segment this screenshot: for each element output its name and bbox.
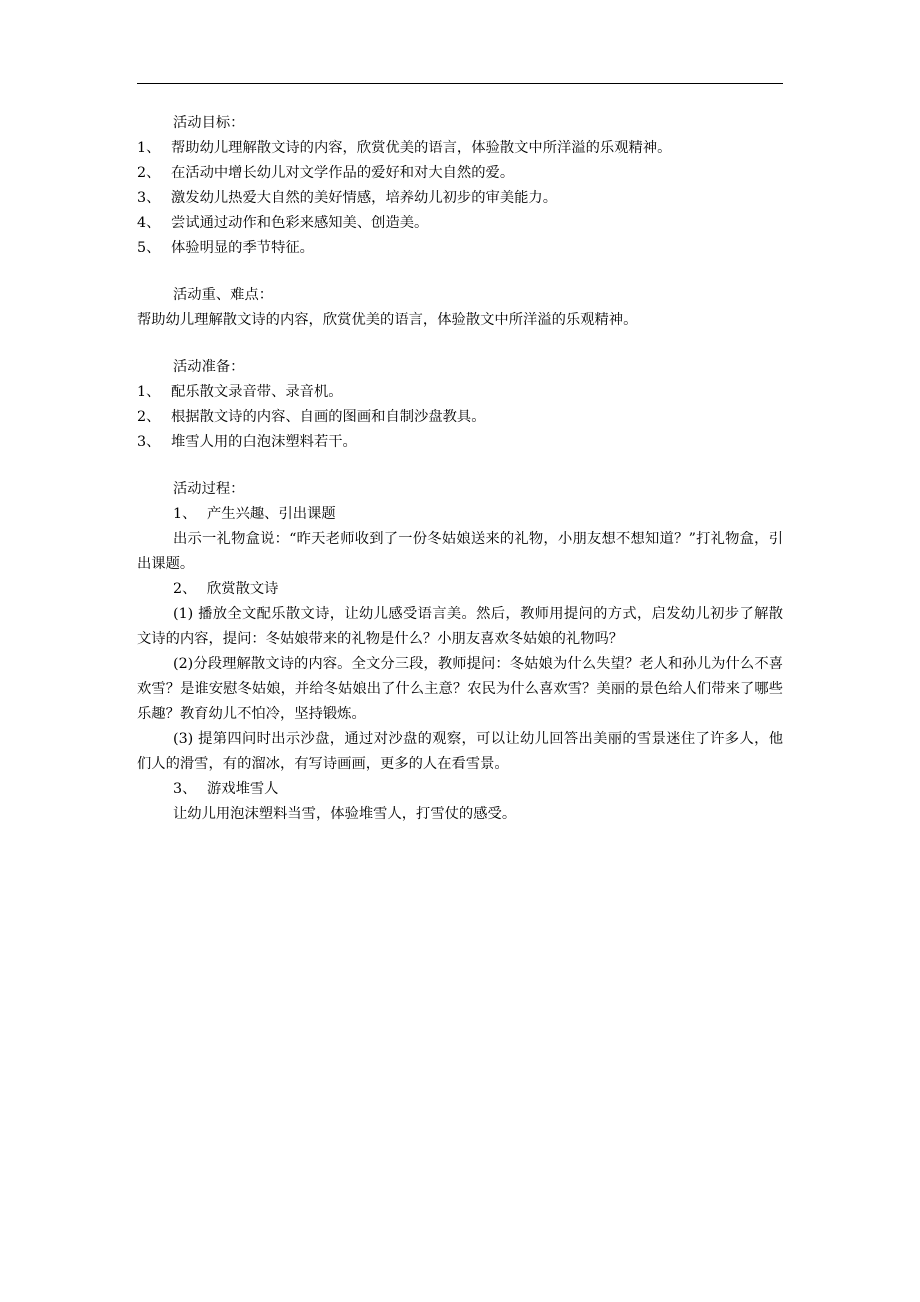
step-3-text: 让幼儿用泡沫塑料当雪，体验堆雪人，打雪仗的感受。: [173, 806, 517, 822]
goal-num: 3、: [137, 190, 161, 206]
goal-num: 4、: [137, 215, 161, 231]
prep-text: 配乐散文录音带、录音机。: [171, 384, 343, 400]
section-gap: [173, 455, 783, 477]
prep-text: 堆雪人用的白泡沫塑料若干。: [171, 434, 357, 450]
step-title: 游戏堆雪人: [207, 781, 279, 797]
goal-num: 1、: [137, 140, 161, 156]
section-gap: [173, 261, 783, 283]
prep-num: 1、: [137, 384, 161, 400]
step-title: 欣赏散文诗: [207, 581, 279, 597]
goals-heading: 活动目标：: [173, 115, 245, 131]
key-points-heading: 活动重、难点：: [173, 287, 274, 303]
prep-num: 2、: [137, 409, 161, 425]
goal-text: 激发幼儿热爱大自然的美好情感，培养幼儿初步的审美能力。: [171, 190, 558, 206]
goal-item-2: [137, 161, 783, 186]
goal-text: 帮助幼儿理解散文诗的内容，欣赏优美的语言，体验散文中所洋溢的乐观精神。: [171, 140, 672, 156]
goal-text: 在活动中增长幼儿对文学作品的爱好和对大自然的爱。: [171, 165, 515, 181]
step-num: 3、: [173, 781, 197, 797]
process-heading: 活动过程：: [173, 481, 245, 497]
prep-item-2: [137, 405, 783, 430]
step-num: 2、: [173, 581, 197, 597]
goal-text: 体验明显的季节特征。: [171, 240, 314, 256]
goal-item-4: [137, 211, 783, 236]
step-2-paragraph-1: (1) 播放全文配乐散文诗，让幼儿感受语言美。然后，教师用提问的方式，启发幼儿初步了解散文诗的内容，提问：冬姑娘带来的礼物是什么？小朋友喜欢冬姑娘的礼物吗？: [137, 606, 783, 647]
goal-item-1: [137, 136, 783, 161]
process-step-2: [173, 577, 783, 602]
document-body: [137, 111, 783, 827]
preparation-heading: 活动准备：: [173, 359, 245, 375]
process-step-1: [173, 502, 783, 527]
goal-item-5: [137, 236, 783, 261]
section-gap: [173, 333, 783, 355]
step-1-text: 出示一礼物盒说：“昨天老师收到了一份冬姑娘送来的礼物，小朋友想不想知道？”打礼物盒，引出课题。: [137, 531, 783, 572]
goal-item-3: [137, 186, 783, 211]
goal-num: 5、: [137, 240, 161, 256]
step-2-paragraph-3: (3) 提第四问时出示沙盘，通过对沙盘的观察，可以让幼儿回答出美丽的雪景迷住了许多人，他们人的滑雪，有的溜冰，有写诗画画，更多的人在看雪景。: [137, 731, 783, 772]
step-2-paragraph-2: (2)分段理解散文诗的内容。全文分三段，教师提问：冬姑娘为什么失望？老人和孙儿为什么不喜欢雪？是谁安慰冬姑娘，并给冬姑娘出了什么主意？农民为什么喜欢雪？美丽的景色给人们带来了哪些乐趣？教育幼儿不怕冷，坚持锻炼。: [137, 656, 783, 722]
prep-num: 3、: [137, 434, 161, 450]
goal-text: 尝试通过动作和色彩来感知美、创造美。: [171, 215, 429, 231]
goal-num: 2、: [137, 165, 161, 181]
header-rule: [137, 83, 783, 84]
prep-text: 根据散文诗的内容、自画的图画和自制沙盘教具。: [171, 409, 486, 425]
prep-item-3: [137, 430, 783, 455]
key-points-text: 帮助幼儿理解散文诗的内容，欣赏优美的语言，体验散文中所洋溢的乐观精神。: [137, 312, 638, 328]
step-title: 产生兴趣、引出课题: [207, 506, 336, 522]
prep-item-1: [137, 380, 783, 405]
step-num: 1、: [173, 506, 197, 522]
process-step-3: [173, 777, 783, 802]
